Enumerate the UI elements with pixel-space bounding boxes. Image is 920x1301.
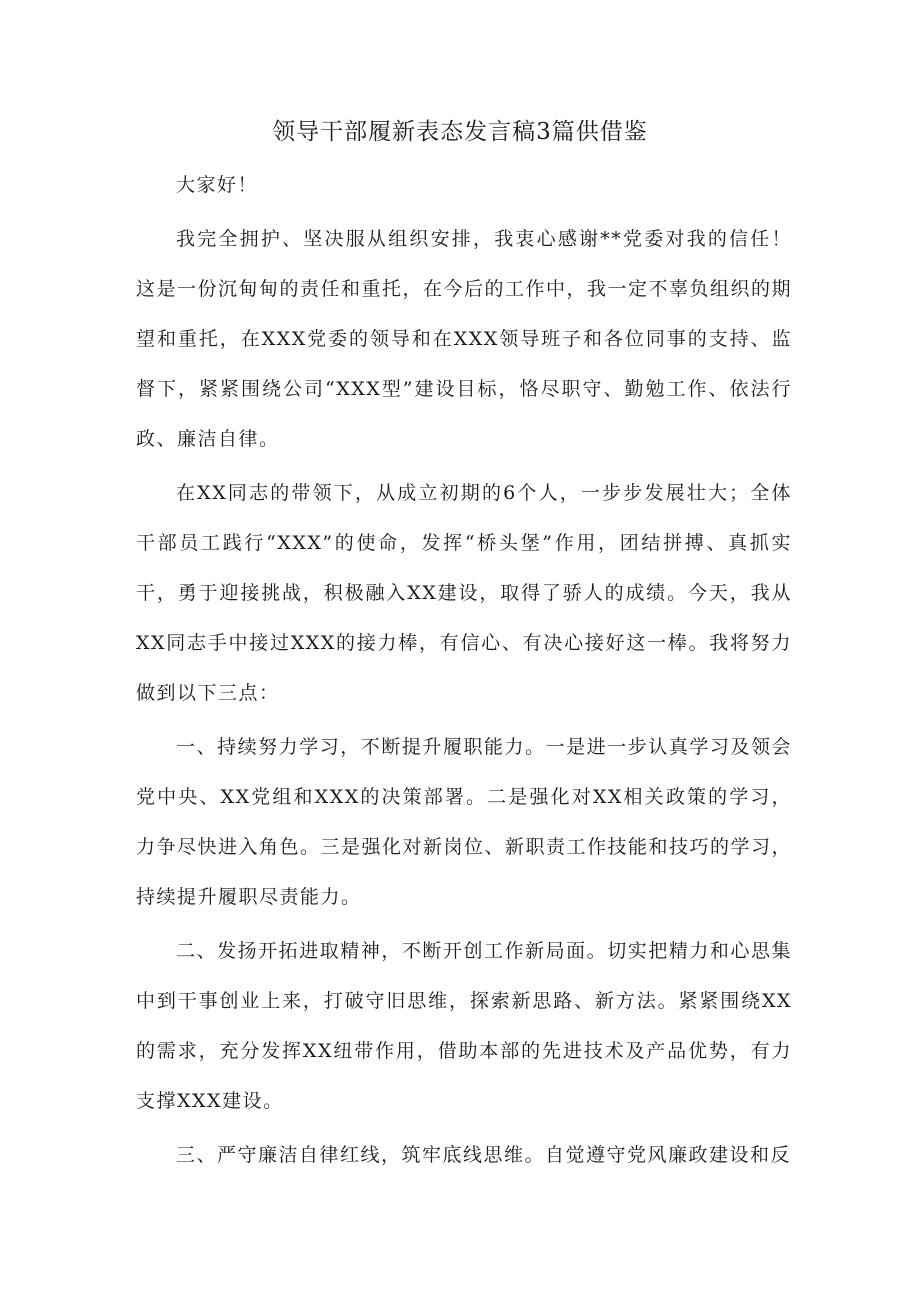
- paragraph-2: 在XX同志的带领下，从成立初期的6个人，一步步发展壮大；全体干部员工践行“XXX”的使命，发挥“桥头堡”作用，团结拼搏、真抓实干，勇于迎接挑战，积极融入XX建设，取得了骄人的成绩。今天，我从XX同志手中接过XXX的接力棒，有信心、有决心接好这一棒。我将努力做到以下三点：: [136, 482, 792, 704]
- paragraph-1: 我完全拥护、坚决服从组织安排，我衷心感谢**党委对我的信任！这是一份沉甸甸的责任和重托，在今后的工作中，我一定不辜负组织的期望和重托，在XXX党委的领导和在XXX领导班子和各位同事的支持、监督下，紧紧围绕公司“XXX型”建设目标，恪尽职守、勤勉工作、依法行政、廉洁自律。: [136, 228, 793, 450]
- document-title: 领导干部履新表态发言稿3篇供借鉴: [272, 119, 648, 145]
- paragraph-5: 三、严守廉洁自律红线，筑牢底线思维。自觉遵守党风廉政建设和反: [176, 1144, 792, 1166]
- paragraph-4: 二、发扬开拓进取精神，不断开创工作新局面。切实把精力和心思集中到干事创业上来，打破守旧思维，探索新思路、新方法。紧紧围绕XX的需求，充分发挥XX纽带作用，借助本部的先进技术及产品优势，有力支撑XXX建设。: [136, 940, 792, 1112]
- document-body: [136, 160, 792, 1184]
- greeting: 大家好！: [176, 174, 259, 196]
- paragraph-3: 一、持续努力学习，不断提升履职能力。一是进一步认真学习及领会党中央、XX党组和XXX的决策部署。二是强化对XX相关政策的学习，力争尽快进入角色。三是强化对新岗位、新职责工作技能和技巧的学习，持续提升履职尽责能力。: [136, 736, 793, 908]
